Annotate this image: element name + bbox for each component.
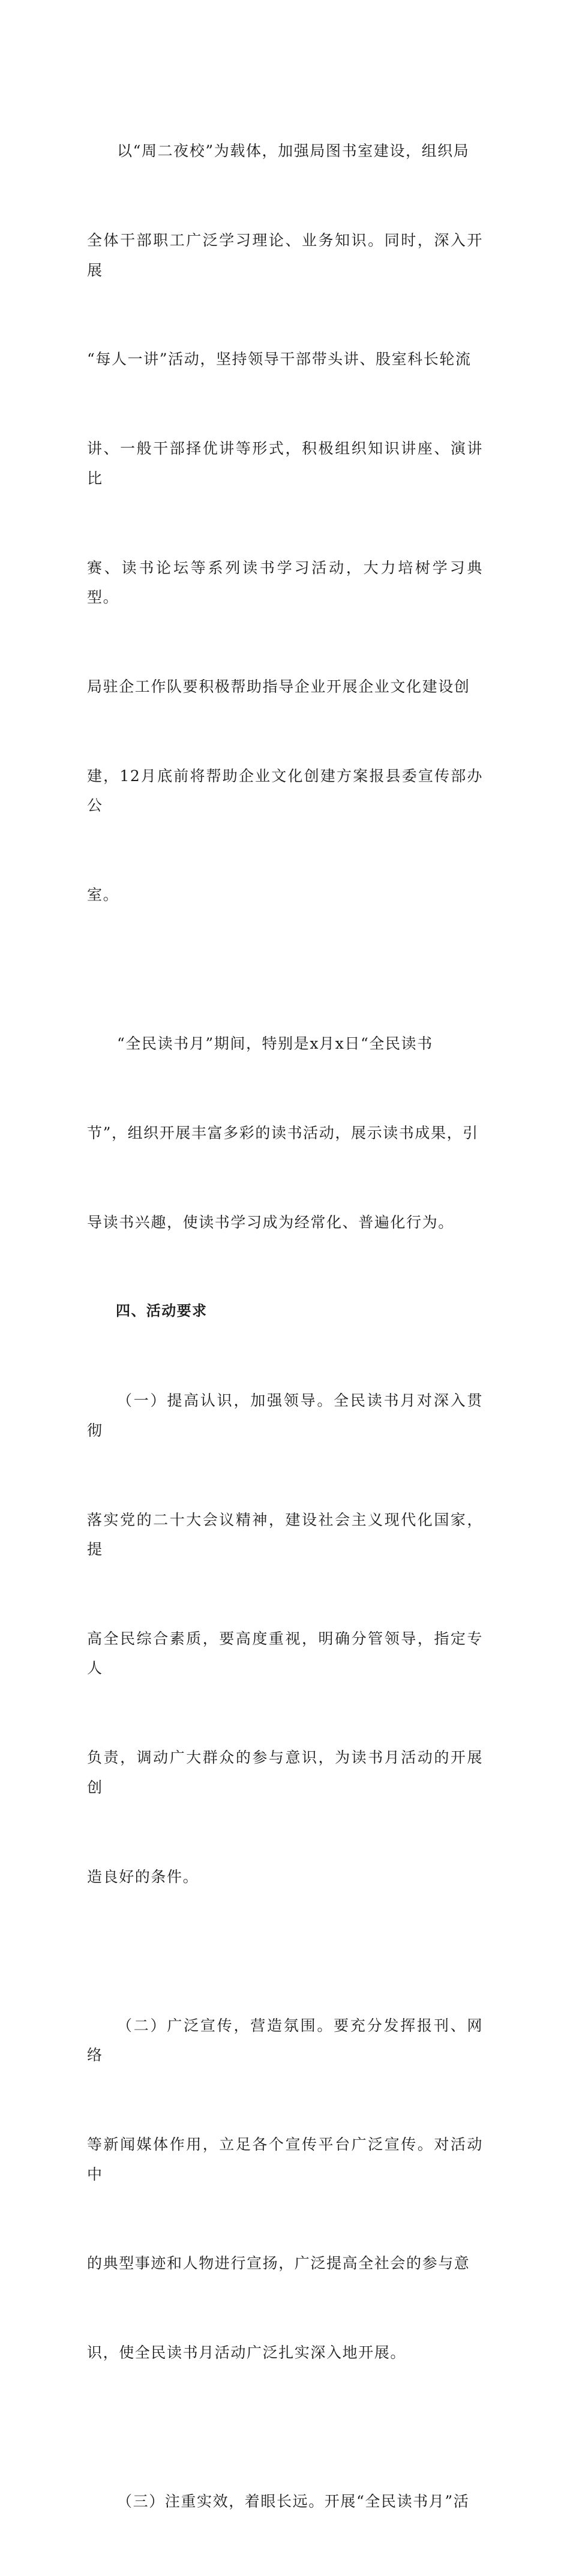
text-line: 以“周二夜校”为载体，加强局图书室建设，组织局 <box>117 142 470 160</box>
text-line: 局驻企工作队要积极帮助指导企业开展企业文化建设创 <box>87 677 470 695</box>
text-line: （三）注重实效，着眼长远。开展“全民读书月”活 <box>117 2493 470 2511</box>
text-line: 落实党的二十大会议精神，建设社会主义现代化国家，提 <box>87 1511 483 1559</box>
text-line: 节”，组织开展丰富多彩的读书活动，展示读书成果，引 <box>87 1124 479 1142</box>
document-page <box>87 77 483 2576</box>
paragraph-reading-month <box>87 969 483 1297</box>
text-line: 造良好的条件。 <box>87 1868 199 1886</box>
text-line: （二）广泛宣传，营造氛围。要充分发挥报刊、网络 <box>87 2016 483 2064</box>
text-line: “每人一讲”活动，坚持领导干部带头讲、股室科长轮流 <box>87 350 472 368</box>
text-line: “全民读书月”期间，特别是x月x日“全民读书 <box>117 1035 433 1052</box>
paragraph-requirement-2 <box>87 1951 483 2427</box>
text-line: （一）提高认识，加强领导。全民读书月对深入贯彻 <box>87 1392 483 1439</box>
text-line: 全体干部职工广泛学习理论、业务知识。同时，深入开展 <box>87 231 483 279</box>
heading-text: 四、活动要求 <box>116 1302 208 1320</box>
paragraph-requirement-1 <box>87 1326 483 1951</box>
paragraph-requirement-3 <box>87 2427 483 2576</box>
text-line: 识，使全民读书月活动广泛扎实深入地开展。 <box>87 2344 407 2362</box>
paragraph-library-building <box>87 77 483 969</box>
text-line: 导读书兴趣，使读书学习成为经常化、普遍化行为。 <box>87 1213 454 1231</box>
text-line: 室。 <box>87 886 119 904</box>
text-line: 建，12月底前将帮助企业文化创建方案报县委宣传部办公 <box>87 767 483 815</box>
section-heading-requirements <box>87 1296 483 1326</box>
text-line: 赛、读书论坛等系列读书学习活动，大力培树学习典型。 <box>87 559 483 607</box>
text-line: 的典型事迹和人物进行宣扬，广泛提高全社会的参与意 <box>87 2254 470 2272</box>
text-line: 等新闻媒体作用，立足各个宣传平台广泛宣传。对活动中 <box>87 2135 483 2183</box>
text-line: 负责，调动广大群众的参与意识，为读书月活动的开展创 <box>87 1749 483 1796</box>
text-line: 讲、一般干部择优讲等形式，积极组织知识讲座、演讲比 <box>87 440 483 487</box>
text-line: 高全民综合素质，要高度重视，明确分管领导，指定专人 <box>87 1629 483 1677</box>
